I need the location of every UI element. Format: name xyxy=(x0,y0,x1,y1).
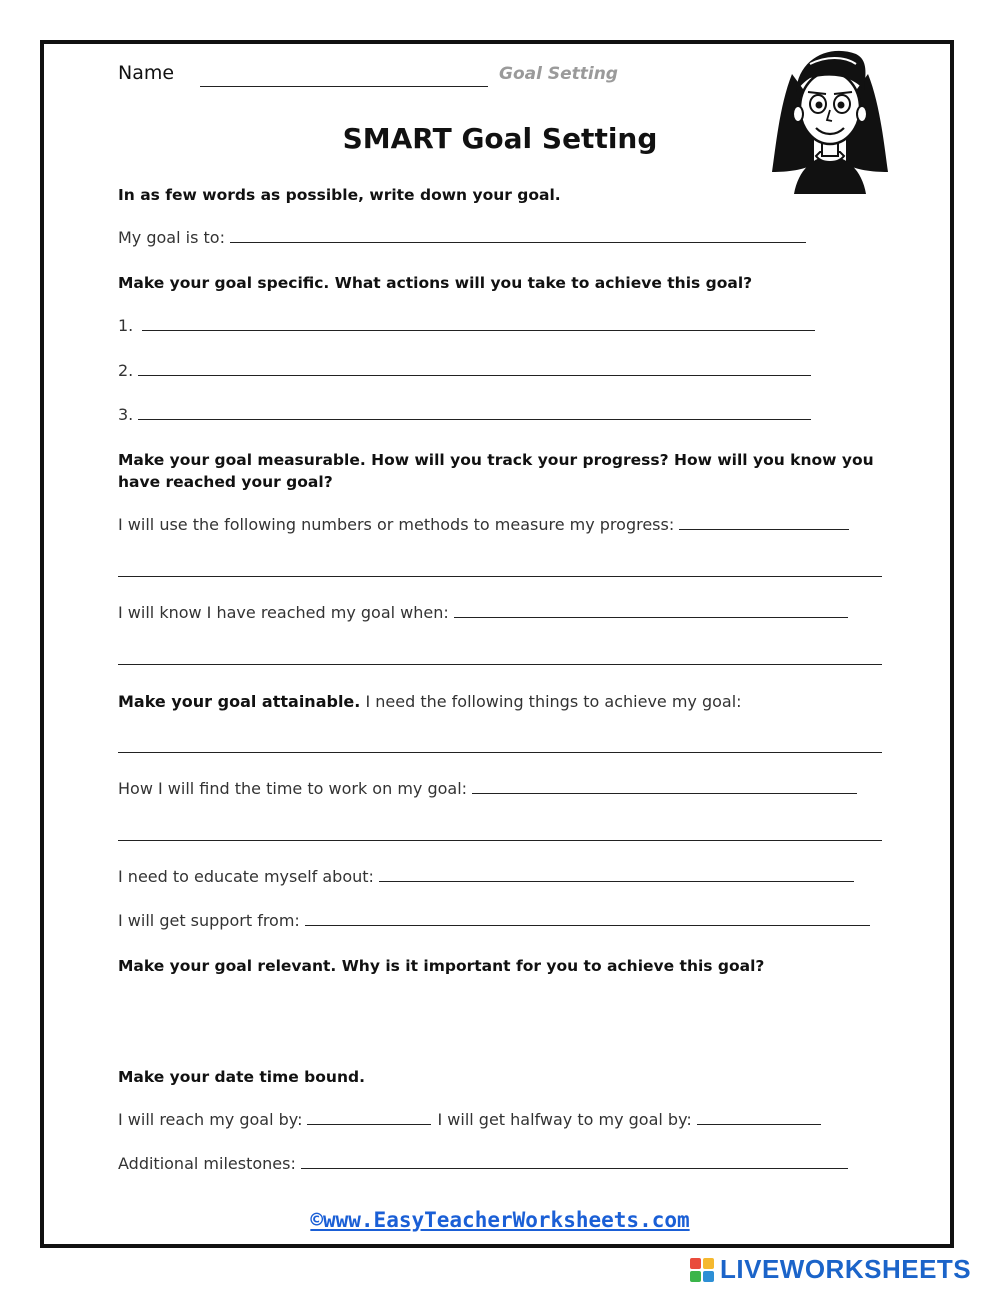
measure-input-line[interactable] xyxy=(679,529,849,530)
time-input-line-2[interactable] xyxy=(118,840,882,841)
measurable-prompt-line-1: Make your goal measurable. How will you track your progress? How will you know you xyxy=(118,451,874,469)
goal-label: My goal is to: xyxy=(118,228,225,247)
time-input-line[interactable] xyxy=(472,793,857,794)
deadline-row xyxy=(118,1110,821,1129)
logo-block-yellow xyxy=(703,1258,714,1269)
reach-by-label: I will reach my goal by: xyxy=(118,1110,303,1129)
action-input-line-3[interactable] xyxy=(138,419,811,420)
measure-input-line-2[interactable] xyxy=(118,576,882,577)
logo-block-blue xyxy=(703,1271,714,1282)
action-row-3 xyxy=(118,405,811,424)
relevant-prompt: Make your goal relevant. Why is it important for you to achieve this goal? xyxy=(118,957,765,975)
milestones-label: Additional milestones: xyxy=(118,1154,296,1173)
reached-input-line-2[interactable] xyxy=(118,664,882,665)
action-row-1 xyxy=(118,316,815,335)
support-label: I will get support from: xyxy=(118,911,300,930)
goal-row xyxy=(118,228,806,247)
girl-illustration xyxy=(770,44,890,196)
logo-block-red xyxy=(690,1258,701,1269)
page-title: SMART Goal Setting xyxy=(342,122,658,155)
educate-row xyxy=(118,867,854,886)
support-input-line[interactable] xyxy=(305,925,870,926)
milestones-row xyxy=(118,1154,848,1173)
reached-row xyxy=(118,603,848,622)
action-input-line-2[interactable] xyxy=(138,375,811,376)
action-number-2: 2. xyxy=(118,361,134,380)
action-number-1: 1. xyxy=(118,316,134,335)
attainable-rest-text: I need the following things to achieve my goal: xyxy=(360,692,742,711)
time-label: How I will find the time to work on my goal: xyxy=(118,779,468,798)
halfway-label: I will get halfway to my goal by: xyxy=(437,1110,692,1129)
halfway-input-line[interactable] xyxy=(697,1124,821,1125)
name-input-line[interactable] xyxy=(200,86,488,87)
educate-label: I need to educate myself about: xyxy=(118,867,374,886)
action-input-line-1[interactable] xyxy=(142,330,815,331)
time-row xyxy=(118,779,857,798)
logo-blocks-icon xyxy=(690,1258,714,1282)
attainable-input-line[interactable] xyxy=(118,752,882,753)
measure-label: I will use the following numbers or methods to measure my progress: xyxy=(118,515,675,534)
goal-input-line[interactable] xyxy=(230,242,806,243)
milestones-input-line[interactable] xyxy=(301,1168,848,1169)
measurable-prompt-line-2: have reached your goal? xyxy=(118,473,333,491)
educate-input-line[interactable] xyxy=(379,881,854,882)
subject-label: Goal Setting xyxy=(499,64,618,84)
attainable-bold-text: Make your goal attainable. xyxy=(118,692,361,711)
action-number-3: 3. xyxy=(118,405,134,424)
reached-label: I will know I have reached my goal when: xyxy=(118,603,449,622)
copyright-link[interactable]: ©www.EasyTeacherWorksheets.com xyxy=(310,1208,690,1232)
logo-block-green xyxy=(690,1271,701,1282)
brand-wordmark: LIVEWORKSHEETS xyxy=(720,1254,972,1284)
action-row-2 xyxy=(118,361,811,380)
specific-prompt: Make your goal specific. What actions will you take to achieve this goal? xyxy=(118,274,753,292)
reach-by-input-line[interactable] xyxy=(307,1124,431,1125)
support-row xyxy=(118,911,870,930)
reached-input-line[interactable] xyxy=(454,617,848,618)
goal-prompt: In as few words as possible, write down your goal. xyxy=(118,186,561,204)
liveworksheets-logo xyxy=(690,1254,971,1285)
worksheet-border xyxy=(40,40,954,1248)
attainable-prompt xyxy=(118,692,742,711)
measure-row xyxy=(118,515,849,534)
timebound-prompt: Make your date time bound. xyxy=(118,1068,365,1086)
name-label: Name xyxy=(118,62,175,84)
